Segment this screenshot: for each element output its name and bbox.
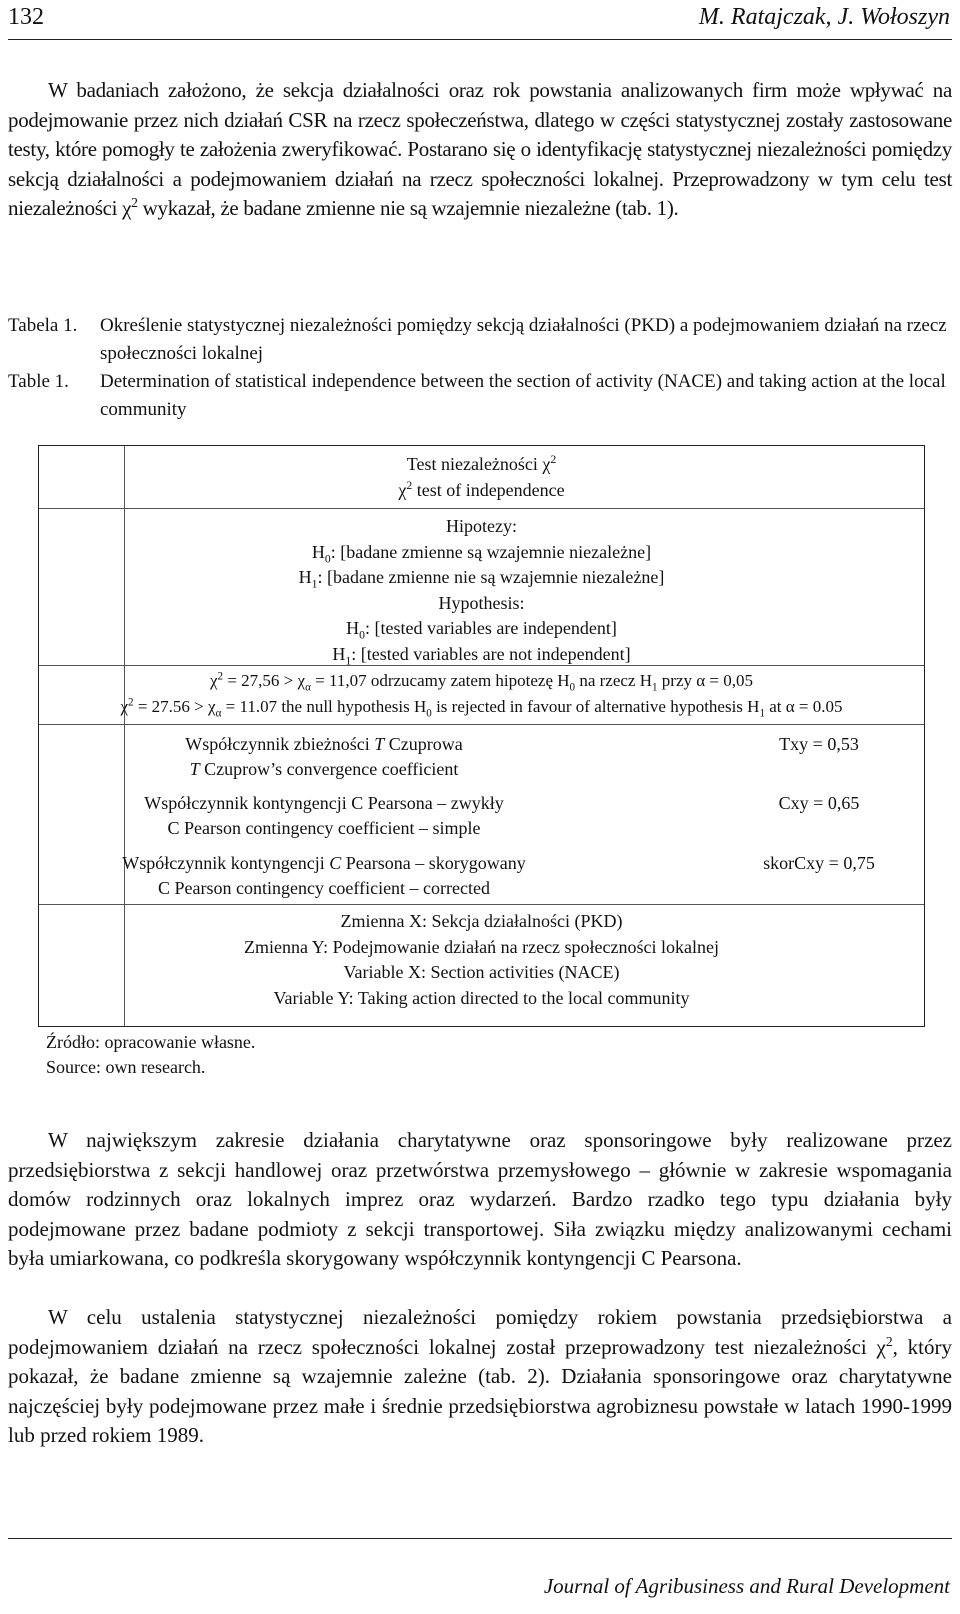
title-en: test of independence — [412, 479, 565, 500]
alpha-sub: α — [305, 681, 311, 694]
coefficient-value: Txy = 0,53 — [779, 734, 859, 754]
h1-pl-text: : [badane zmienne nie są wzajemnie niezależne] — [317, 567, 665, 587]
variables-block — [39, 909, 924, 1011]
hypotheses-title-pl: Hipotezy: — [446, 516, 517, 536]
h1-pl — [39, 565, 924, 591]
res-text: = 11.07 the null hypothesis — [221, 696, 415, 716]
c-en: C Pearson contingency coefficient – simple — [167, 818, 481, 838]
intro-text: W badaniach założono, że sekcja działalności oraz rok powstania analizowanych firm może wpływać na podejmowanie przez nich działań CSR na rzecz społeczeństwa, dlatego w części statystycznej zostały zastosowane testy, które pomogły te założenia zweryfikować. Postarano się o identyfikację statystycznej niezależności pomiędzy sekcją działalności a podejmowaniem działań na rzecz społeczności lokalnej. — [8, 78, 952, 191]
sup: 2 — [128, 695, 134, 708]
chi-superscript: 2 — [131, 195, 138, 210]
title-pl: Test niezależności χ — [406, 454, 551, 474]
res-text: na rzecz — [575, 671, 640, 690]
body-text-1: W największym zakresie działania charytatywne oraz sponsoringowe były realizowane przez przedsiębiorstwa z sekcji handlowej oraz przetwórstwa przemysłowego – głównie w zakresie wspomagania domów rodzinnych oraz lokalnych imprez oraz wydarzeń. Bardzo rzadko tego typu działania były podejmowane przez badane podmioty z sekcji transportowej. Siła związku między analizowanymi cechami była umiarkowana, co podkreśla skorygowany współczynnik kontyngencji C Pearsona. — [8, 1128, 952, 1270]
alpha-sub: α — [215, 706, 222, 719]
sup: 2 — [217, 670, 224, 683]
source-en: Source: own research. — [46, 1057, 206, 1077]
page-header — [8, 4, 950, 36]
h-sub: 0 — [324, 552, 331, 566]
caption-text-en: Determination of statistical independence between the section of activity (NACE) and taking action at the local community — [100, 371, 946, 420]
res-text: at α = 0.05 — [764, 696, 843, 716]
var-x-pl: Zmienna X: Sekcja działalności (PKD) — [340, 911, 623, 931]
caption-text-pl: Określenie statystycznej niezależności pomiędzy sekcją działalności (PKD) a podejmowaniem działań na rzecz społeczności lokalnej — [100, 315, 947, 364]
t-symbol: T — [189, 759, 200, 779]
body-text-2b: , który pokazał, że badane zmienne są wzajemnie zależne (tab. 2). Działania sponsoringowe oraz charytatywne najczęściej były podejmowane przez małe i średnie przedsiębiorstwa agrobiznesu powstałe w latach 1990-1999 lub przed rokiem 1989. — [8, 1334, 953, 1447]
h-sub: 1 — [759, 706, 765, 719]
h0-en — [39, 616, 924, 642]
title-sup: 2 — [550, 453, 557, 466]
table-caption — [8, 312, 952, 424]
h-symbol: H — [311, 541, 325, 562]
body-paragraph-2 — [8, 1303, 952, 1451]
h-sub: 1 — [652, 681, 658, 694]
table-divider — [39, 508, 924, 509]
journal-name: Journal of Agribusiness and Rural Development — [543, 1574, 950, 1598]
var-y-en: Variable Y: Taking action directed to the local community — [273, 987, 690, 1008]
h-sub: 1 — [311, 577, 318, 591]
h-sub: 0 — [569, 681, 576, 694]
c-pl: Współczynnik kontyngencji C Pearsona – zwykły — [144, 793, 504, 813]
coefficient-value: skorCxy = 0,75 — [763, 853, 875, 873]
chi: χ — [210, 671, 218, 690]
h-symbol: H — [414, 696, 427, 716]
t-symbol: T — [374, 734, 385, 754]
running-head-authors: M. Ratajczak, J. Wołoszyn — [698, 4, 950, 30]
table-source — [46, 1030, 255, 1080]
test-result-block — [9, 668, 954, 719]
coefficient-value: Cxy = 0,65 — [778, 793, 860, 813]
h-symbol: H — [639, 671, 652, 690]
hypotheses-block — [39, 514, 924, 667]
h-symbol: H — [557, 671, 570, 690]
h-sub: 0 — [426, 706, 432, 719]
h1-en — [39, 642, 924, 668]
h0-pl — [39, 540, 924, 566]
header-rule — [8, 39, 952, 40]
var-x-en: Variable X: Section activities (NACE) — [343, 962, 620, 982]
page-number: 132 — [8, 4, 44, 30]
t-pl-b: Czuprowa — [384, 734, 463, 754]
caption-label-pl: Tabela 1. — [8, 315, 78, 336]
result-pl — [9, 668, 954, 694]
chi: χ — [120, 696, 129, 716]
caption-label-en: Table 1. — [8, 371, 69, 392]
table-divider — [39, 665, 924, 666]
h-symbol: H — [332, 643, 346, 664]
h-symbol: H — [298, 567, 312, 587]
h0-pl-text: : [badane zmienne są wzajemnie niezależne] — [330, 541, 652, 562]
res-text: = 27,56 > — [223, 671, 298, 690]
t-en: Czuprow’s convergence coefficient — [199, 759, 459, 779]
result-en — [9, 694, 954, 720]
table-divider — [39, 904, 924, 905]
coefficient-label — [109, 732, 539, 782]
res-text: = 27.56 > — [133, 696, 209, 716]
chi: χ — [208, 696, 216, 716]
body-paragraph-1 — [8, 1126, 952, 1274]
body-text-2a: W celu ustalenia statystycznej niezależności pomiędzy rokiem powstania przedsiębiorstwa a podejmowaniem działań na rzecz społeczności lokalnej został przeprowadzony test niezależności χ — [8, 1305, 952, 1359]
source-pl: Źródło: opracowanie własne. — [46, 1032, 256, 1052]
t-pl: Współczynnik zbieżności — [185, 734, 375, 754]
intro-text-chi: Przeprowadzony w tym celu test niezależności χ — [8, 166, 952, 220]
ck-pl: Współczynnik kontyngencji — [122, 853, 330, 873]
h-symbol: H — [747, 696, 760, 716]
c-symbol: C — [329, 853, 342, 873]
h-sub: 1 — [345, 654, 352, 668]
footer-rule — [8, 1538, 952, 1539]
coefficient-label — [109, 791, 539, 841]
table-divider — [39, 724, 924, 725]
res-text: is rejected in favour of alternative hypothesis — [431, 696, 748, 716]
coefficient-label — [109, 851, 539, 901]
res-text: przy α = 0,05 — [657, 671, 753, 690]
ck-pl-b: Pearsona – skorygowany — [341, 853, 526, 873]
statistics-table — [38, 445, 925, 1027]
chi: χ — [297, 671, 306, 690]
intro-paragraph — [8, 76, 952, 224]
hypotheses-title-en: Hypothesis: — [438, 592, 525, 613]
title-en-sup: 2 — [406, 478, 413, 492]
chi-superscript: 2 — [885, 1333, 893, 1349]
ck-en: C Pearson contingency coefficient – corrected — [157, 878, 491, 898]
h-symbol: H — [346, 618, 360, 638]
h0-en-text: : [tested variables are independent] — [364, 618, 617, 638]
h-sub: 0 — [359, 628, 365, 642]
var-y-pl: Zmienna Y: Podejmowanie działań na rzecz społeczności lokalnej — [244, 936, 719, 957]
res-text: = 11,07 odrzucamy zatem hipotezę — [310, 671, 558, 690]
intro-text-end: wykazał, że badane zmienne nie są wzajemnie niezależne (tab. 1). — [137, 196, 679, 220]
table-title — [39, 452, 924, 503]
title-chi: χ — [398, 479, 407, 500]
h1-en-text: : [tested variables are not independent] — [351, 643, 631, 664]
